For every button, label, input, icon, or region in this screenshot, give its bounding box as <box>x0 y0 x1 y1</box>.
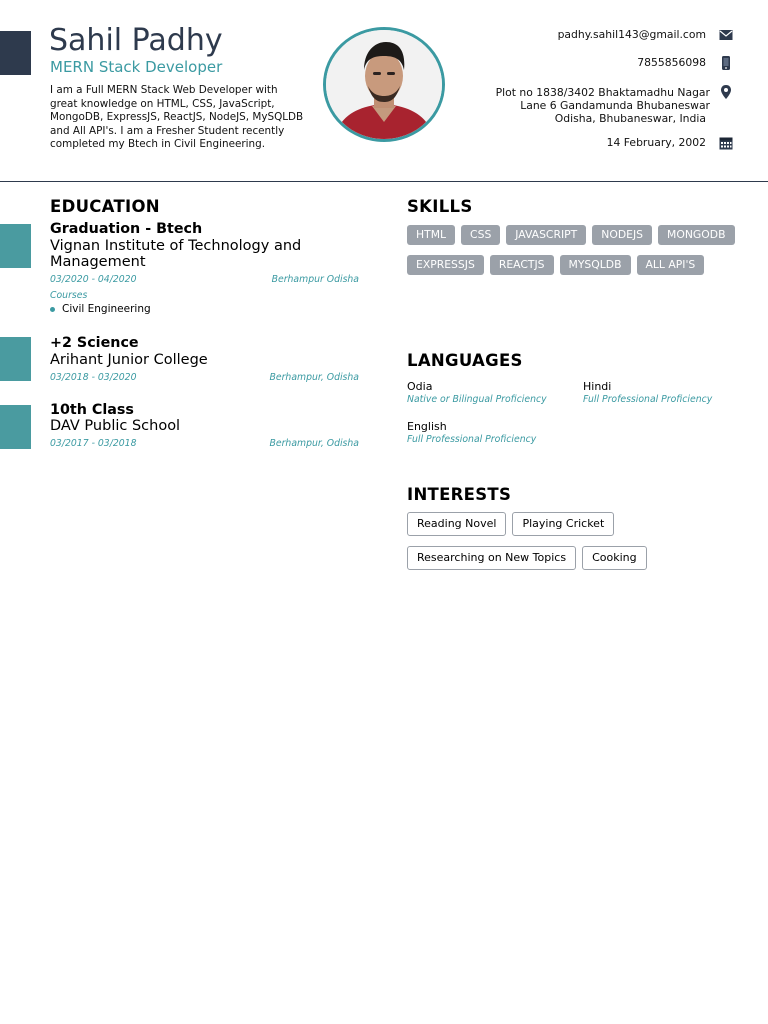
contact-email[interactable]: padhy.sahil143@gmail.com <box>557 28 706 41</box>
summary-text: I am a Full MERN Stack Web Developer with great knowledge on HTML, CSS, JavaScript, MongoDB, ExpressJS, ReactJS, NodeJS, MySQLDB and All API's. I am a Fresher Student recently completed my Btech in Civil Engineering. <box>50 84 304 150</box>
interest-tag: Playing Cricket <box>512 512 614 536</box>
interests-heading: INTERESTS <box>407 485 512 504</box>
bullet-dot-icon <box>50 307 55 312</box>
skills-list <box>407 225 737 275</box>
header-divider <box>0 181 768 182</box>
course-name: Civil Engineering <box>62 303 151 315</box>
language-level: Full Professional Proficiency <box>583 394 713 405</box>
location-pin-icon <box>719 85 733 99</box>
courses-label: Courses <box>50 290 88 301</box>
education-location: Berhampur, Odisha <box>269 372 359 383</box>
education-degree: +2 Science <box>50 335 139 351</box>
education-location: Berhampur, Odisha <box>269 438 359 449</box>
education-accent-bar <box>0 337 31 381</box>
education-dates: 03/2018 - 03/2020 <box>50 372 137 383</box>
language-level: Native or Bilingual Proficiency <box>407 394 547 405</box>
job-title: MERN Stack Developer <box>50 58 223 76</box>
language-name: Hindi <box>583 380 612 393</box>
course-item <box>50 303 151 315</box>
contact-address-line2: Lane 6 Gandamunda Bhubaneswar <box>520 99 710 112</box>
skill-tag: MONGODB <box>658 225 734 245</box>
profile-photo <box>323 27 445 142</box>
skill-tag: MYSQLDB <box>560 255 631 275</box>
contact-dob: 14 February, 2002 <box>606 136 706 149</box>
education-institution: Vignan Institute of Technology and Management <box>50 238 302 270</box>
contact-address-line1: Plot no 1838/3402 Bhaktamadhu Nagar <box>495 86 710 99</box>
skill-tag: JAVASCRIPT <box>506 225 586 245</box>
language-level: Full Professional Proficiency <box>407 434 537 445</box>
education-location: Berhampur Odisha <box>271 274 359 285</box>
education-institution: Arihant Junior College <box>50 352 208 368</box>
education-degree: 10th Class <box>50 402 134 418</box>
envelope-icon <box>719 28 733 42</box>
language-name: English <box>407 420 447 433</box>
language-name: Odia <box>407 380 433 393</box>
skill-tag: HTML <box>407 225 455 245</box>
contact-address-line3: Odisha, Bhubaneswar, India <box>554 112 706 125</box>
skill-tag: ALL API'S <box>637 255 705 275</box>
education-degree: Graduation - Btech <box>50 221 203 237</box>
skill-tag: EXPRESSJS <box>407 255 484 275</box>
education-institution: DAV Public School <box>50 418 181 434</box>
header-accent-bar <box>0 31 31 75</box>
education-dates: 03/2020 - 04/2020 <box>50 274 137 285</box>
contact-phone[interactable]: 7855856098 <box>637 56 706 69</box>
languages-heading: LANGUAGES <box>407 351 523 370</box>
interests-list <box>407 512 707 570</box>
skill-tag: NODEJS <box>592 225 652 245</box>
interest-tag: Cooking <box>582 546 647 570</box>
interest-tag: Researching on New Topics <box>407 546 576 570</box>
interest-tag: Reading Novel <box>407 512 506 536</box>
education-accent-bar <box>0 405 31 449</box>
skills-heading: SKILLS <box>407 197 473 216</box>
education-heading: EDUCATION <box>50 197 160 216</box>
skill-tag: CSS <box>461 225 500 245</box>
candidate-name: Sahil Padhy <box>49 23 223 58</box>
education-dates: 03/2017 - 03/2018 <box>50 438 137 449</box>
calendar-icon <box>719 136 733 150</box>
skill-tag: REACTJS <box>490 255 554 275</box>
education-accent-bar <box>0 224 31 268</box>
phone-icon <box>719 56 733 70</box>
profile-photo-illustration <box>326 30 442 139</box>
